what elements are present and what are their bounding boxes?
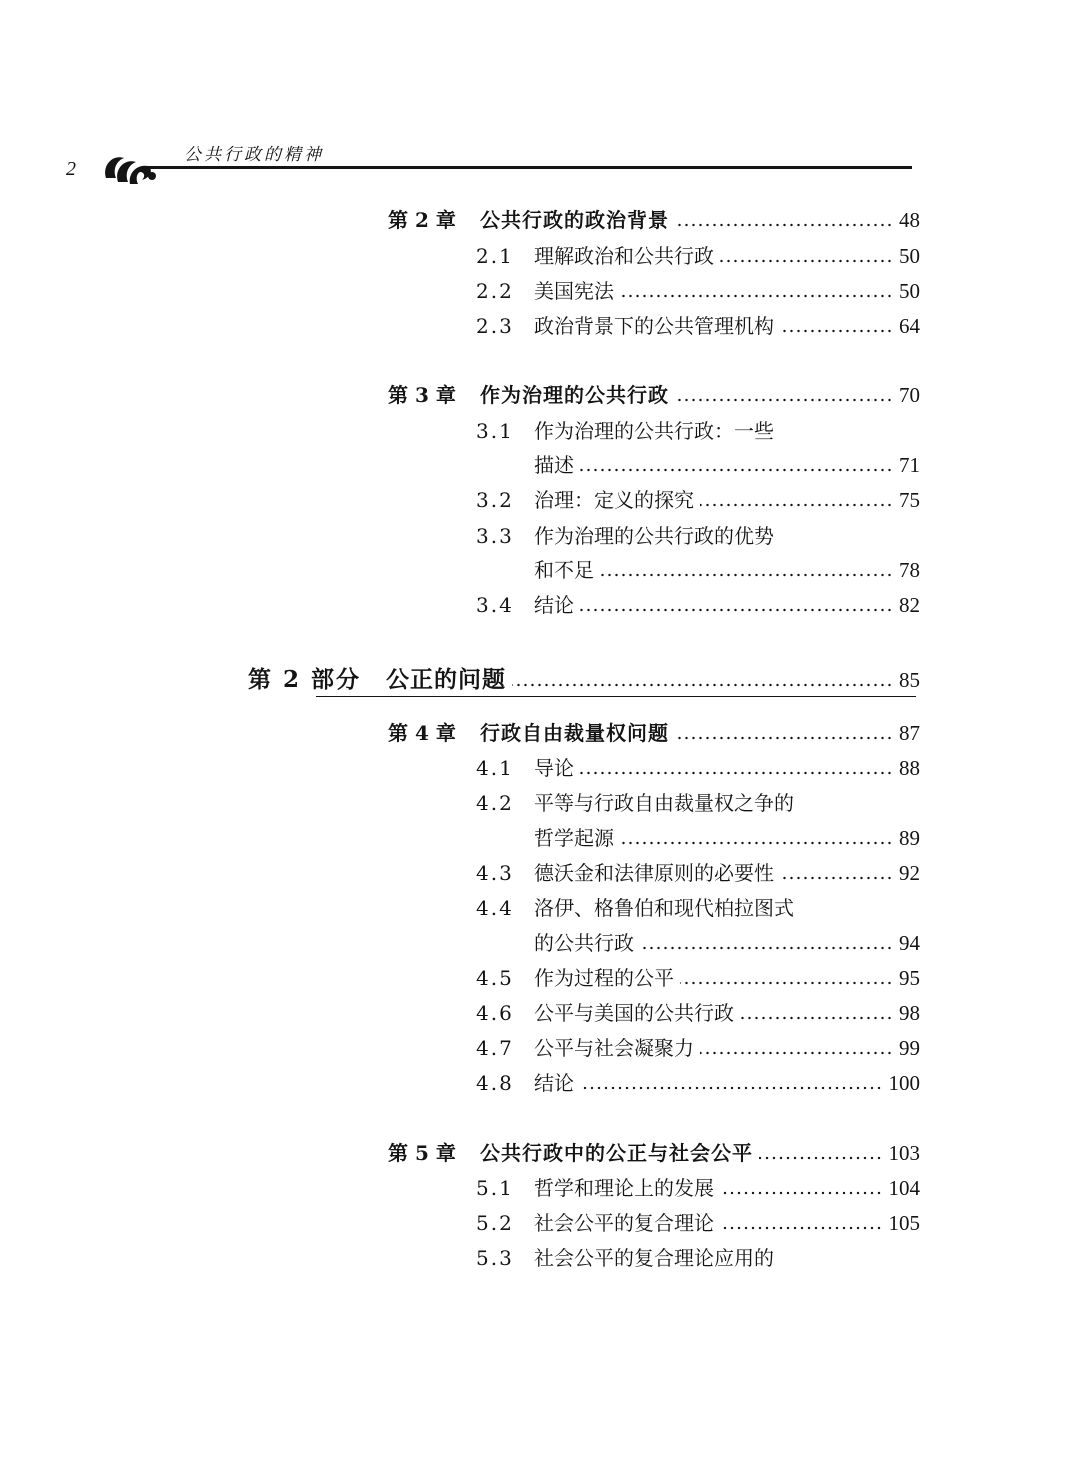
toc-entry-page: 75 <box>899 488 920 512</box>
dot-leader <box>640 946 893 950</box>
toc-entry-title: 社会公平的复合理论应用的 <box>534 1246 774 1270</box>
dot-leader <box>580 608 893 612</box>
toc-entry-title: 德沃金和法律原则的必要性 <box>534 861 774 885</box>
dot-leader <box>720 1226 883 1230</box>
toc-entry-section <box>476 308 920 340</box>
toc-entry-page: 99 <box>899 1036 920 1060</box>
toc-entry-number: 4.7 <box>476 1036 514 1060</box>
toc-entry-number: 4.8 <box>476 1071 514 1095</box>
toc-entry-number: 3.4 <box>476 593 514 617</box>
toc-entry-page: 95 <box>899 966 920 990</box>
dot-leader <box>620 294 893 298</box>
toc-entry-title: 结论 <box>534 593 574 617</box>
toc-entry-title: 公正的问题 <box>386 666 506 693</box>
toc-entry-section <box>476 518 920 550</box>
dot-leader <box>675 223 893 227</box>
toc-entry-section <box>476 238 920 270</box>
dot-leader <box>600 573 893 577</box>
toc-entry-section <box>476 855 920 887</box>
toc-entry-number: 5.3 <box>476 1246 514 1270</box>
toc-entry-title: 公平与美国的公共行政 <box>534 1001 734 1025</box>
toc-entry-title: 作为过程的公平 <box>534 966 674 990</box>
toc-entry-chapter <box>388 202 920 234</box>
dot-leader <box>720 1191 883 1195</box>
toc-entry-title: 导论 <box>534 756 574 780</box>
toc-entry-page: 70 <box>899 383 920 407</box>
toc-entry-chapter <box>388 715 920 747</box>
toc-entry-section <box>476 1065 920 1097</box>
toc-entry-page: 64 <box>899 314 920 338</box>
toc-entry-page: 94 <box>899 931 920 955</box>
toc-entry-title: 作为治理的公共行政的优势 <box>534 524 774 548</box>
dot-leader <box>700 1051 893 1055</box>
toc-entry-title: 理解政治和公共行政 <box>534 244 714 268</box>
toc-entry-title: 平等与行政自由裁量权之争的 <box>534 791 794 815</box>
toc-entry-section <box>476 960 920 992</box>
toc-entry-section <box>476 587 920 619</box>
toc-entry-number: 4.3 <box>476 861 514 885</box>
toc-entry-title: 治理：定义的探究 <box>534 488 694 512</box>
toc-entry-title: 的公共行政 <box>534 931 634 955</box>
toc-entry-cont <box>534 925 920 957</box>
toc-entry-title: 哲学起源 <box>534 826 614 850</box>
toc-entry-number: 5.2 <box>476 1211 514 1235</box>
toc-entry-section <box>476 1240 920 1272</box>
toc-entry-page: 100 <box>888 1071 920 1095</box>
dot-leader <box>780 329 893 333</box>
toc-entry-chapter <box>388 1135 920 1167</box>
running-title: 公共行政的精神 <box>184 145 324 165</box>
toc-entry-title: 公共行政的政治背景 <box>480 208 669 232</box>
toc-entry-title: 洛伊、格鲁伯和现代柏拉图式 <box>534 896 794 920</box>
toc-entry-title: 和不足 <box>534 558 594 582</box>
toc-entry-page: 103 <box>888 1141 920 1165</box>
toc-entry-number: 4.6 <box>476 1001 514 1025</box>
toc-entry-page: 50 <box>899 279 920 303</box>
toc-entry-page: 87 <box>899 721 920 745</box>
toc-entry-cont <box>534 552 920 584</box>
toc-entry-number: 4.4 <box>476 896 514 920</box>
toc-entry-page: 104 <box>888 1176 920 1200</box>
dot-leader <box>580 468 893 472</box>
dot-leader <box>700 503 893 507</box>
toc-entry-title: 美国宪法 <box>534 279 614 303</box>
toc-entry-number: 3.3 <box>476 524 514 548</box>
toc-entry-number: 第 5 章 <box>388 1141 456 1165</box>
toc-entry-page: 50 <box>899 244 920 268</box>
toc-entry-page: 88 <box>899 756 920 780</box>
toc-entry-cont <box>534 820 920 852</box>
toc-entry-number: 4.2 <box>476 791 514 815</box>
toc-entry-title: 描述 <box>534 453 574 477</box>
toc-entry-number: 第 2 部分 <box>248 666 362 693</box>
dot-leader <box>580 1086 883 1090</box>
toc-entry-number: 第 4 章 <box>388 721 456 745</box>
toc-entry-number: 2.1 <box>476 244 514 268</box>
toc-entry-title: 公平与社会凝聚力 <box>534 1036 694 1060</box>
toc-entry-section <box>476 1030 920 1062</box>
toc-entry-number: 第 2 章 <box>388 208 456 232</box>
toc-entry-page: 71 <box>899 453 920 477</box>
toc-entry-number: 5.1 <box>476 1176 514 1200</box>
dot-leader <box>675 736 893 740</box>
toc-entry-section <box>476 273 920 305</box>
toc-entry-number: 2.3 <box>476 314 514 338</box>
toc-entry-number: 4.5 <box>476 966 514 990</box>
toc-entry-page: 78 <box>899 558 920 582</box>
toc-entry-chapter <box>388 377 920 409</box>
toc-entry-page: 98 <box>899 1001 920 1025</box>
page-number: 2 <box>66 158 76 180</box>
dot-leader <box>512 683 893 687</box>
part-rule <box>316 696 916 697</box>
toc-entry-page: 105 <box>888 1211 920 1235</box>
toc-entry-number: 4.1 <box>476 756 514 780</box>
dot-leader <box>580 771 893 775</box>
toc-entry-number: 3.2 <box>476 488 514 512</box>
toc-entry-section <box>476 1205 920 1237</box>
toc-entry-cont <box>534 447 920 479</box>
toc-entry-page: 92 <box>899 861 920 885</box>
toc-entry-title: 政治背景下的公共管理机构 <box>534 314 774 338</box>
toc-entry-number: 第 3 章 <box>388 383 456 407</box>
toc-entry-section <box>476 785 920 817</box>
toc-entry-section <box>476 1170 920 1202</box>
dot-leader <box>675 398 893 402</box>
dot-leader <box>720 259 893 263</box>
toc-entry-section <box>476 413 920 445</box>
toc-entry-page: 48 <box>899 208 920 232</box>
toc-entry-number: 2.2 <box>476 279 514 303</box>
dot-leader <box>780 876 893 880</box>
toc-entry-title: 作为治理的公共行政：一些 <box>534 419 774 443</box>
toc-entry-title: 行政自由裁量权问题 <box>480 721 669 745</box>
toc-entry-title: 社会公平的复合理论 <box>534 1211 714 1235</box>
dot-leader <box>759 1156 883 1160</box>
toc-entry-page: 89 <box>899 826 920 850</box>
dot-leader <box>740 1016 893 1020</box>
toc-entry-section <box>476 482 920 514</box>
toc-entry-number: 3.1 <box>476 419 514 443</box>
toc-entry-section <box>476 995 920 1027</box>
dot-leader <box>620 841 893 845</box>
toc-entry-section <box>476 890 920 922</box>
toc-entry-title: 哲学和理论上的发展 <box>534 1176 714 1200</box>
toc-entry-title: 作为治理的公共行政 <box>480 383 669 407</box>
dot-leader <box>680 981 893 985</box>
toc-entry-title: 公共行政中的公正与社会公平 <box>480 1141 753 1165</box>
toc-entry-title: 结论 <box>534 1071 574 1095</box>
toc-entry-part <box>248 660 920 694</box>
toc-entry-section <box>476 750 920 782</box>
toc-entry-page: 82 <box>899 593 920 617</box>
toc-entry-page: 85 <box>899 668 920 692</box>
